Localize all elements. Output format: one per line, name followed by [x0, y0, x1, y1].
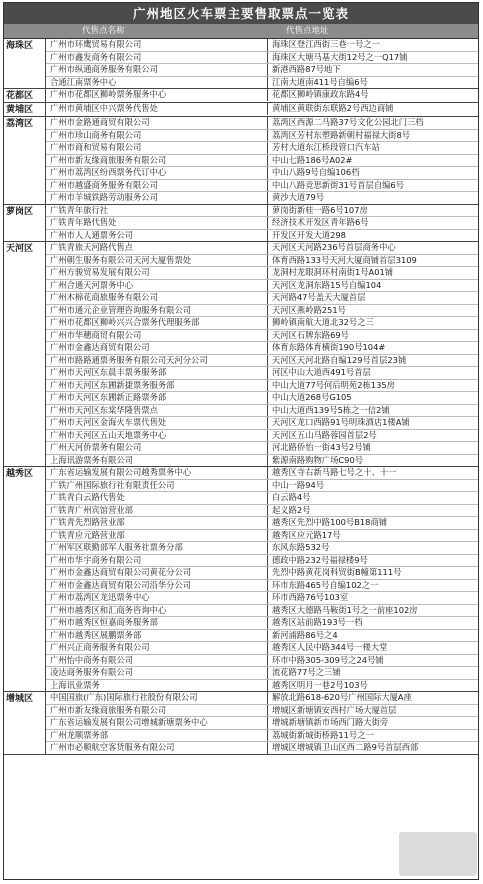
district-group: [4, 205, 478, 243]
outlet-address: 天河区石牌东路69号: [272, 329, 349, 340]
outlet-name: 广州市纵通商务服务有限公司: [46, 64, 268, 76]
outlet-address: 海珠区大塘马基大街12号之一Q17铺: [272, 51, 408, 62]
outlet-rows: [46, 39, 478, 88]
outlet-address: 河北路侨怡一街43号2号铺: [272, 442, 371, 452]
table-row: [46, 392, 478, 405]
table-row: [46, 492, 478, 505]
outlet-address: 中山八路9号自编106档: [272, 167, 360, 177]
outlet-name: 广州市越秀区和汇商务咨询中心: [46, 605, 268, 617]
outlet-name: 广铁广州国际旅行社有限责任公司: [46, 480, 268, 492]
table-row: [46, 142, 478, 155]
table-row: [46, 242, 478, 255]
district-group: [4, 39, 478, 89]
outlet-address: 中山一路94号: [272, 479, 325, 490]
outlet-address: 芳村大道东江桥段管口汽车站: [272, 142, 380, 152]
table-row: [46, 480, 478, 493]
outlet-address: 体育东路体育横街190号104#: [272, 342, 386, 352]
outlet-address: 起义路2号: [272, 504, 311, 515]
outlet-address: 萝岗街新桂一路6号107房: [272, 204, 368, 215]
district-group: [4, 103, 478, 117]
table-body: [4, 39, 478, 755]
district-label: 海珠区: [4, 39, 46, 88]
table-row: [46, 305, 478, 318]
outlet-address: 越秀区寺右新马路七号之十、十一: [272, 467, 397, 477]
outlet-address: 天河区天河北路自编129号首层23铺: [272, 354, 407, 365]
table-row: [46, 89, 478, 101]
outlet-address: 黄埔区黄联街东联路2号西边商铺: [272, 103, 394, 113]
table-row: [46, 730, 478, 743]
outlet-address: 中山大道西139号5栋之一信2铺: [272, 404, 390, 415]
outlet-name: 上海讯游票务有限公司: [46, 455, 268, 467]
outlet-name: 广州市必顺航空客货服务有限公司: [46, 742, 268, 754]
outlet-address: 环市东路465号自编102之一: [272, 579, 379, 590]
table-row: [46, 317, 478, 330]
district-group: [4, 89, 478, 103]
table-row: [46, 542, 478, 555]
table-row: [46, 517, 478, 530]
table-row: [46, 280, 478, 293]
outlet-rows: [46, 103, 478, 116]
outlet-name: 广铁青应元路营业部: [46, 530, 268, 542]
table-row: [46, 580, 478, 593]
table-row: [46, 705, 478, 718]
outlet-address: 越秀区应元路17号: [272, 529, 341, 540]
outlet-rows: [46, 205, 478, 242]
table-row: [46, 555, 478, 568]
table-row: [46, 417, 478, 430]
table-row: [46, 155, 478, 168]
table-row: [46, 742, 478, 754]
table-row: [46, 505, 478, 518]
outlet-name: 广铁青先烈路营业部: [46, 517, 268, 529]
outlet-name: 广州市羊城铁路劳动服务公司: [46, 192, 268, 204]
table-row: [46, 192, 478, 204]
outlet-name: 广州市人人通票务公司: [46, 230, 268, 242]
district-group: [4, 242, 478, 467]
outlet-address: 东风东路532号: [272, 542, 330, 552]
outlet-address: 新港西路87号地下: [272, 64, 341, 74]
table-row: [46, 642, 478, 655]
district-group: [4, 117, 478, 205]
outlet-name: 凌达商务服务有限公司: [46, 667, 268, 679]
table-row: [46, 39, 478, 52]
outlet-name: 广铁青旅天河路代售点: [46, 242, 268, 254]
outlet-address: 河区中山大道西491号首层: [272, 367, 371, 377]
ticket-outlet-table: [3, 2, 479, 880]
table-row: [46, 592, 478, 605]
outlet-name: 广州市新友缘商旅服务有限公司: [46, 705, 268, 717]
outlet-name: 合通江南票务中心: [46, 77, 268, 89]
outlet-address: 中山七路186号A02#: [272, 154, 353, 165]
outlet-address: 越秀区明月一巷2号103号: [272, 679, 368, 690]
table-row: [46, 117, 478, 130]
outlet-name: 广州市天河区金海火车票代售处: [46, 417, 268, 429]
outlet-name: 广州木棉花商旅服务有限公司: [46, 292, 268, 304]
outlet-name: 广东省运输发展有限公司增城新塘票务中心: [46, 717, 268, 729]
outlet-address: 江南大道南411号自编6号: [272, 76, 368, 87]
table-row: [46, 167, 478, 180]
outlet-name: 广州市新友缘商旅服务有限公司: [46, 155, 268, 167]
table-header: [4, 24, 478, 39]
outlet-name: 广州市通元企业管理咨询服务有限公司: [46, 305, 268, 317]
outlet-address: 中山八路竞思新街31号首层自编6号: [272, 179, 404, 190]
header-name: 代售点名称: [82, 26, 125, 36]
outlet-name: 广州市金鑫达商贸有限公司沿华分公司: [46, 580, 268, 592]
outlet-address: 环市中路305-309号之24号铺: [272, 654, 384, 665]
table-row: [46, 567, 478, 580]
outlet-address: 增城新塘镇新市场西门路大街旁: [272, 717, 389, 727]
outlet-address: 流花路77号之三铺: [272, 667, 341, 677]
outlet-address: 环市西路76号103室: [272, 592, 349, 602]
outlet-address: 荔城街新城街桥路11号之一: [272, 729, 374, 740]
outlet-address: 德政中路232号福禄楼9号: [272, 554, 368, 565]
table-row: [46, 442, 478, 455]
outlet-rows: [46, 117, 478, 204]
outlet-address: 越秀区人民中路344号一楼大堂: [272, 642, 388, 652]
outlet-address: 先烈中路黄花岗科贸街B幢第111号: [272, 567, 402, 577]
district-label: 萝岗区: [4, 205, 46, 242]
table-row: [46, 530, 478, 543]
outlet-name: 广东省运输发展有限公司越秀票务中心: [46, 467, 268, 479]
outlet-rows: [46, 467, 478, 691]
table-row: [46, 103, 478, 115]
outlet-address: 开发区开发大道298: [272, 229, 346, 240]
outlet-name: 广州市黄埔区中兴票务代售处: [46, 103, 268, 115]
outlet-address: 体育西路133号天河大厦商铺首层3109: [272, 254, 417, 265]
outlet-name: 广州龙顺票务部: [46, 730, 268, 742]
outlet-address: 越秀区先烈中路100号B18商铺: [272, 517, 388, 527]
outlet-address: 天河区龙口西路91号明珠酒店1楼A铺: [272, 417, 410, 427]
outlet-address: 越秀区站前路193号一档: [272, 617, 363, 627]
district-label: 越秀区: [4, 467, 46, 691]
outlet-address: 中山大道77号何后明苑2栋135房: [272, 379, 395, 390]
district-label: 增城区: [4, 692, 46, 754]
outlet-name: 广铁青年旅行社: [46, 205, 268, 217]
outlet-address: 海珠区登江西街三巷一号之一: [272, 39, 380, 49]
district-label: 荔湾区: [4, 117, 46, 204]
outlet-name: 广州兴正商务服务有限公司: [46, 642, 268, 654]
outlet-name: 广州市华穗商贸有限公司: [46, 330, 268, 342]
table-row: [46, 455, 478, 467]
outlet-name: 广州朝生服务有限公司天河大厦售票处: [46, 255, 268, 267]
district-group: [4, 692, 478, 755]
district-label: 天河区: [4, 242, 46, 466]
outlet-name: 广州市花都区狮岭票务服务中心: [46, 89, 268, 101]
outlet-address: 天河区燕岭路251号: [272, 304, 346, 315]
table-row: [46, 680, 478, 692]
outlet-name: 广州市华宇商务有限公司: [46, 555, 268, 567]
outlet-address: 增城区增城镇卫山区西二路9号首层西部: [272, 742, 419, 752]
district-label: 黄埔区: [4, 103, 46, 116]
outlet-name: 广州方骏贸易发展有限公司: [46, 267, 268, 279]
outlet-name: 广州市天河区东圃新捷票务服务部: [46, 380, 268, 392]
outlet-rows: [46, 692, 478, 754]
header-address: 代售点地址: [286, 26, 329, 36]
outlet-name: 广州市珍山商务有限公司: [46, 130, 268, 142]
table-row: [46, 355, 478, 368]
table-row: [46, 605, 478, 618]
outlet-name: 广州市金鑫达商贸有限公司黄花分公司: [46, 567, 268, 579]
page-title: 广州地区火车票主要售取票点一览表: [4, 3, 478, 24]
table-row: [46, 655, 478, 668]
outlet-name: 广州市越盛商务服务有限公司: [46, 180, 268, 192]
table-row: [46, 52, 478, 65]
table-row: [46, 430, 478, 443]
outlet-name: 广州市路路通票务服务有限公司天河分公司: [46, 355, 268, 367]
outlet-name: 广州市金路通商贸有限公司: [46, 117, 268, 129]
outlet-rows: [46, 242, 478, 466]
outlet-name: 广铁青白云路代售处: [46, 492, 268, 504]
outlet-name: 广州市天河区东棠华隆售票点: [46, 405, 268, 417]
district-group: [4, 467, 478, 692]
outlet-address: 花都区狮岭镇康政东路4号: [272, 89, 369, 99]
outlet-address: 增城区新塘镇安西村广场大厦首层: [272, 704, 397, 715]
outlet-address: 荔湾区芳村东塑路新朝村福禄大街8号: [272, 129, 411, 140]
table-row: [46, 667, 478, 680]
outlet-address: 解放北路618-620号广州国际大厦A座: [272, 692, 412, 702]
outlet-name: 广州市环鹰贸易有限公司: [46, 39, 268, 51]
table-row: [46, 617, 478, 630]
outlet-name: 上海讯业票务: [46, 680, 268, 692]
table-row: [46, 64, 478, 77]
table-row: [46, 692, 478, 705]
outlet-name: 广州怡中商务有限公司: [46, 655, 268, 667]
table-row: [46, 267, 478, 280]
table-row: [46, 77, 478, 89]
outlet-name: 广州市商和贸易有限公司: [46, 142, 268, 154]
outlet-address: 荔湾区西源二马路37号文化公园北门三档: [272, 117, 424, 127]
outlet-name: 广州天河侨票务有限公司: [46, 442, 268, 454]
table-row: [46, 180, 478, 193]
outlet-name: 广州市鑫发商务有限公司: [46, 52, 268, 64]
outlet-name: 广州市天河区五山天地票务中心: [46, 430, 268, 442]
table-row: [46, 467, 478, 480]
outlet-name: 广州市天河区东圃新正路票务部: [46, 392, 268, 404]
outlet-address: 中山大道268号G105: [272, 392, 352, 402]
table-row: [46, 380, 478, 393]
table-row: [46, 255, 478, 268]
outlet-address: 天河区龙洞东路15号自编104: [272, 279, 382, 290]
table-row: [46, 342, 478, 355]
outlet-rows: [46, 89, 478, 102]
outlet-address: 天河区天河路236号首层商务中心: [272, 242, 396, 252]
outlet-address: 天河区五山马路蓉园首层2号: [272, 429, 377, 440]
table-row: [46, 292, 478, 305]
table-row: [46, 367, 478, 380]
table-row: [46, 330, 478, 343]
outlet-name: 广铁青年路代售处: [46, 217, 268, 229]
table-row: [46, 405, 478, 418]
outlet-name: 广州市金鑫达商贸有限公司: [46, 342, 268, 354]
outlet-name: 广州合通天河票务中心: [46, 280, 268, 292]
outlet-name: 广州军区联勤部军人服务社票务分部: [46, 542, 268, 554]
outlet-address: 越秀区大德路马鞍街1号之一前座102房: [272, 604, 418, 615]
outlet-address: 白云路4号: [272, 492, 311, 502]
outlet-address: 狮岭镇南航大道北32号之三: [272, 317, 374, 327]
newspaper-logo-watermark: [399, 832, 477, 876]
outlet-name: 广州市花都区狮岭兴兴合票务代理服务部: [46, 317, 268, 329]
table-row: [46, 230, 478, 242]
header-district: [4, 24, 46, 38]
table-row: [46, 717, 478, 730]
outlet-name: 中国国旅(广东)国际旅行社股份有限公司: [46, 692, 268, 704]
table-row: [46, 130, 478, 143]
outlet-address: 黄沙大道79号: [272, 192, 325, 202]
outlet-address: 紫源南路购物广场C90号: [272, 454, 364, 465]
district-label: 花都区: [4, 89, 46, 102]
outlet-name: 广州市天河区东晨丰票务服务部: [46, 367, 268, 379]
table-row: [46, 205, 478, 218]
outlet-name: 广州市荔湾区纷西票务代订中心: [46, 167, 268, 179]
outlet-address: 经济技术开发区青年路6号: [272, 217, 369, 227]
outlet-name: 广铁青广州宾馆营业部: [46, 505, 268, 517]
outlet-name: 广州市越秀区展鹏票务部: [46, 630, 268, 642]
outlet-name: 广州市越秀区恒嘉商务服务部: [46, 617, 268, 629]
outlet-address: 天河路47号盖天大厦首层: [272, 292, 366, 302]
outlet-name: 广州市荔湾区龙迅票务中心: [46, 592, 268, 604]
outlet-address: 龙洞村龙眼洞环村南街1号A01铺: [272, 267, 394, 277]
outlet-address: 新河浦路86号之4: [272, 629, 338, 640]
table-row: [46, 630, 478, 643]
table-row: [46, 217, 478, 230]
